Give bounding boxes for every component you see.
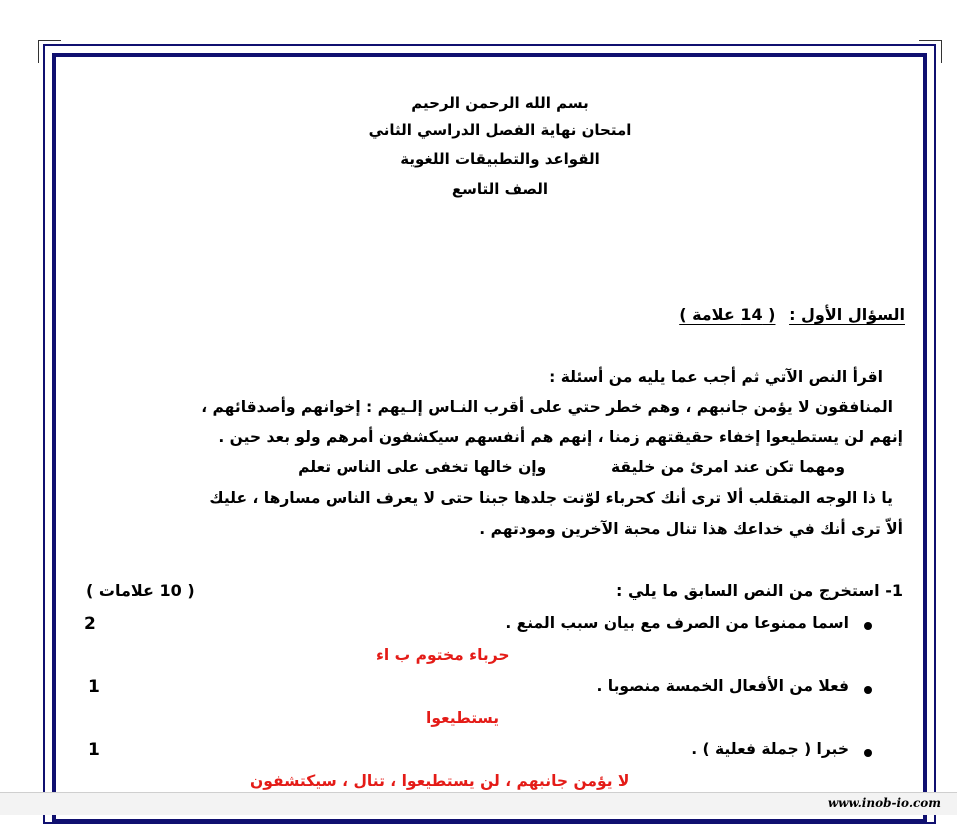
passage-line-1: المنافقون لا يؤمن جانبهم ، وهم خطر حتي على أقرب النـاس إلـيهم : إخوانهم وأصدقائهم ، bbox=[201, 398, 893, 416]
item-3-points: 1 bbox=[88, 740, 100, 760]
item-2-points: 1 bbox=[88, 677, 100, 697]
exam-title: امتحان نهاية الفصل الدراسي الثاني bbox=[368, 121, 632, 139]
part1-label: 1- استخرج من النص السابق ما يلي : bbox=[616, 581, 903, 600]
corner-mark-right bbox=[919, 40, 942, 63]
subject-title: القواعد والتطبيقات اللغوية bbox=[400, 150, 600, 168]
footer-bar bbox=[0, 792, 957, 815]
passage-line-2: إنهم لن يستطيعوا إخفاء حقيقتهم زمنا ، إنهم هم أنفسهم سيكشفون أمرهم ولو بعد حين . bbox=[218, 428, 903, 446]
question-label: السؤال الأول : bbox=[789, 305, 905, 324]
footer-site[interactable]: www.inob-io.com bbox=[827, 796, 941, 810]
instruction: اقرأ النص الآتي ثم أجب عما يليه من أسئلة : bbox=[549, 368, 883, 386]
item-2-answer: يستطيعوا bbox=[426, 709, 500, 727]
bullet-icon bbox=[864, 749, 872, 757]
part1-marks: ( 10 علامات ) bbox=[86, 581, 195, 600]
item-2-text: فعلا من الأفعال الخمسة منصوبا . bbox=[596, 677, 849, 695]
passage-line-5: ألاّ ترى أنك في خداعك هذا تنال محبة الآخرين ومودتهم . bbox=[479, 520, 903, 538]
item-1-text: اسما ممنوعا من الصرف مع بيان سبب المنع . bbox=[505, 614, 849, 632]
basmala: بسم الله الرحمن الرحيم bbox=[411, 94, 589, 112]
item-1-answer: حرباء مختوم ب اء bbox=[376, 646, 510, 664]
bullet-icon bbox=[864, 622, 872, 630]
passage-line-4: يا ذا الوجه المتقلب ألا ترى أنك كحرباء لوّنت جلدها جبنا حتى لا يعرف الناس مسارها ، عليك bbox=[209, 489, 893, 507]
corner-mark-left bbox=[38, 40, 61, 63]
item-3-answer: لا يؤمن جانبهم ، لن يستطيعوا ، تنال ، سيكتشفون bbox=[250, 772, 630, 790]
question-marks: ( 14 علامة ) bbox=[679, 305, 776, 324]
grade-title: الصف التاسع bbox=[451, 180, 549, 198]
item-3-text: خبرا ( جملة فعلية ) . bbox=[691, 740, 849, 758]
passage-line-3: ومهما تكن عند امرئ من خليقة وإن خالها تخفى على الناس تعلم bbox=[298, 458, 845, 476]
bullet-icon bbox=[864, 686, 872, 694]
item-1-points: 2 bbox=[84, 614, 96, 634]
question-heading bbox=[679, 305, 905, 324]
